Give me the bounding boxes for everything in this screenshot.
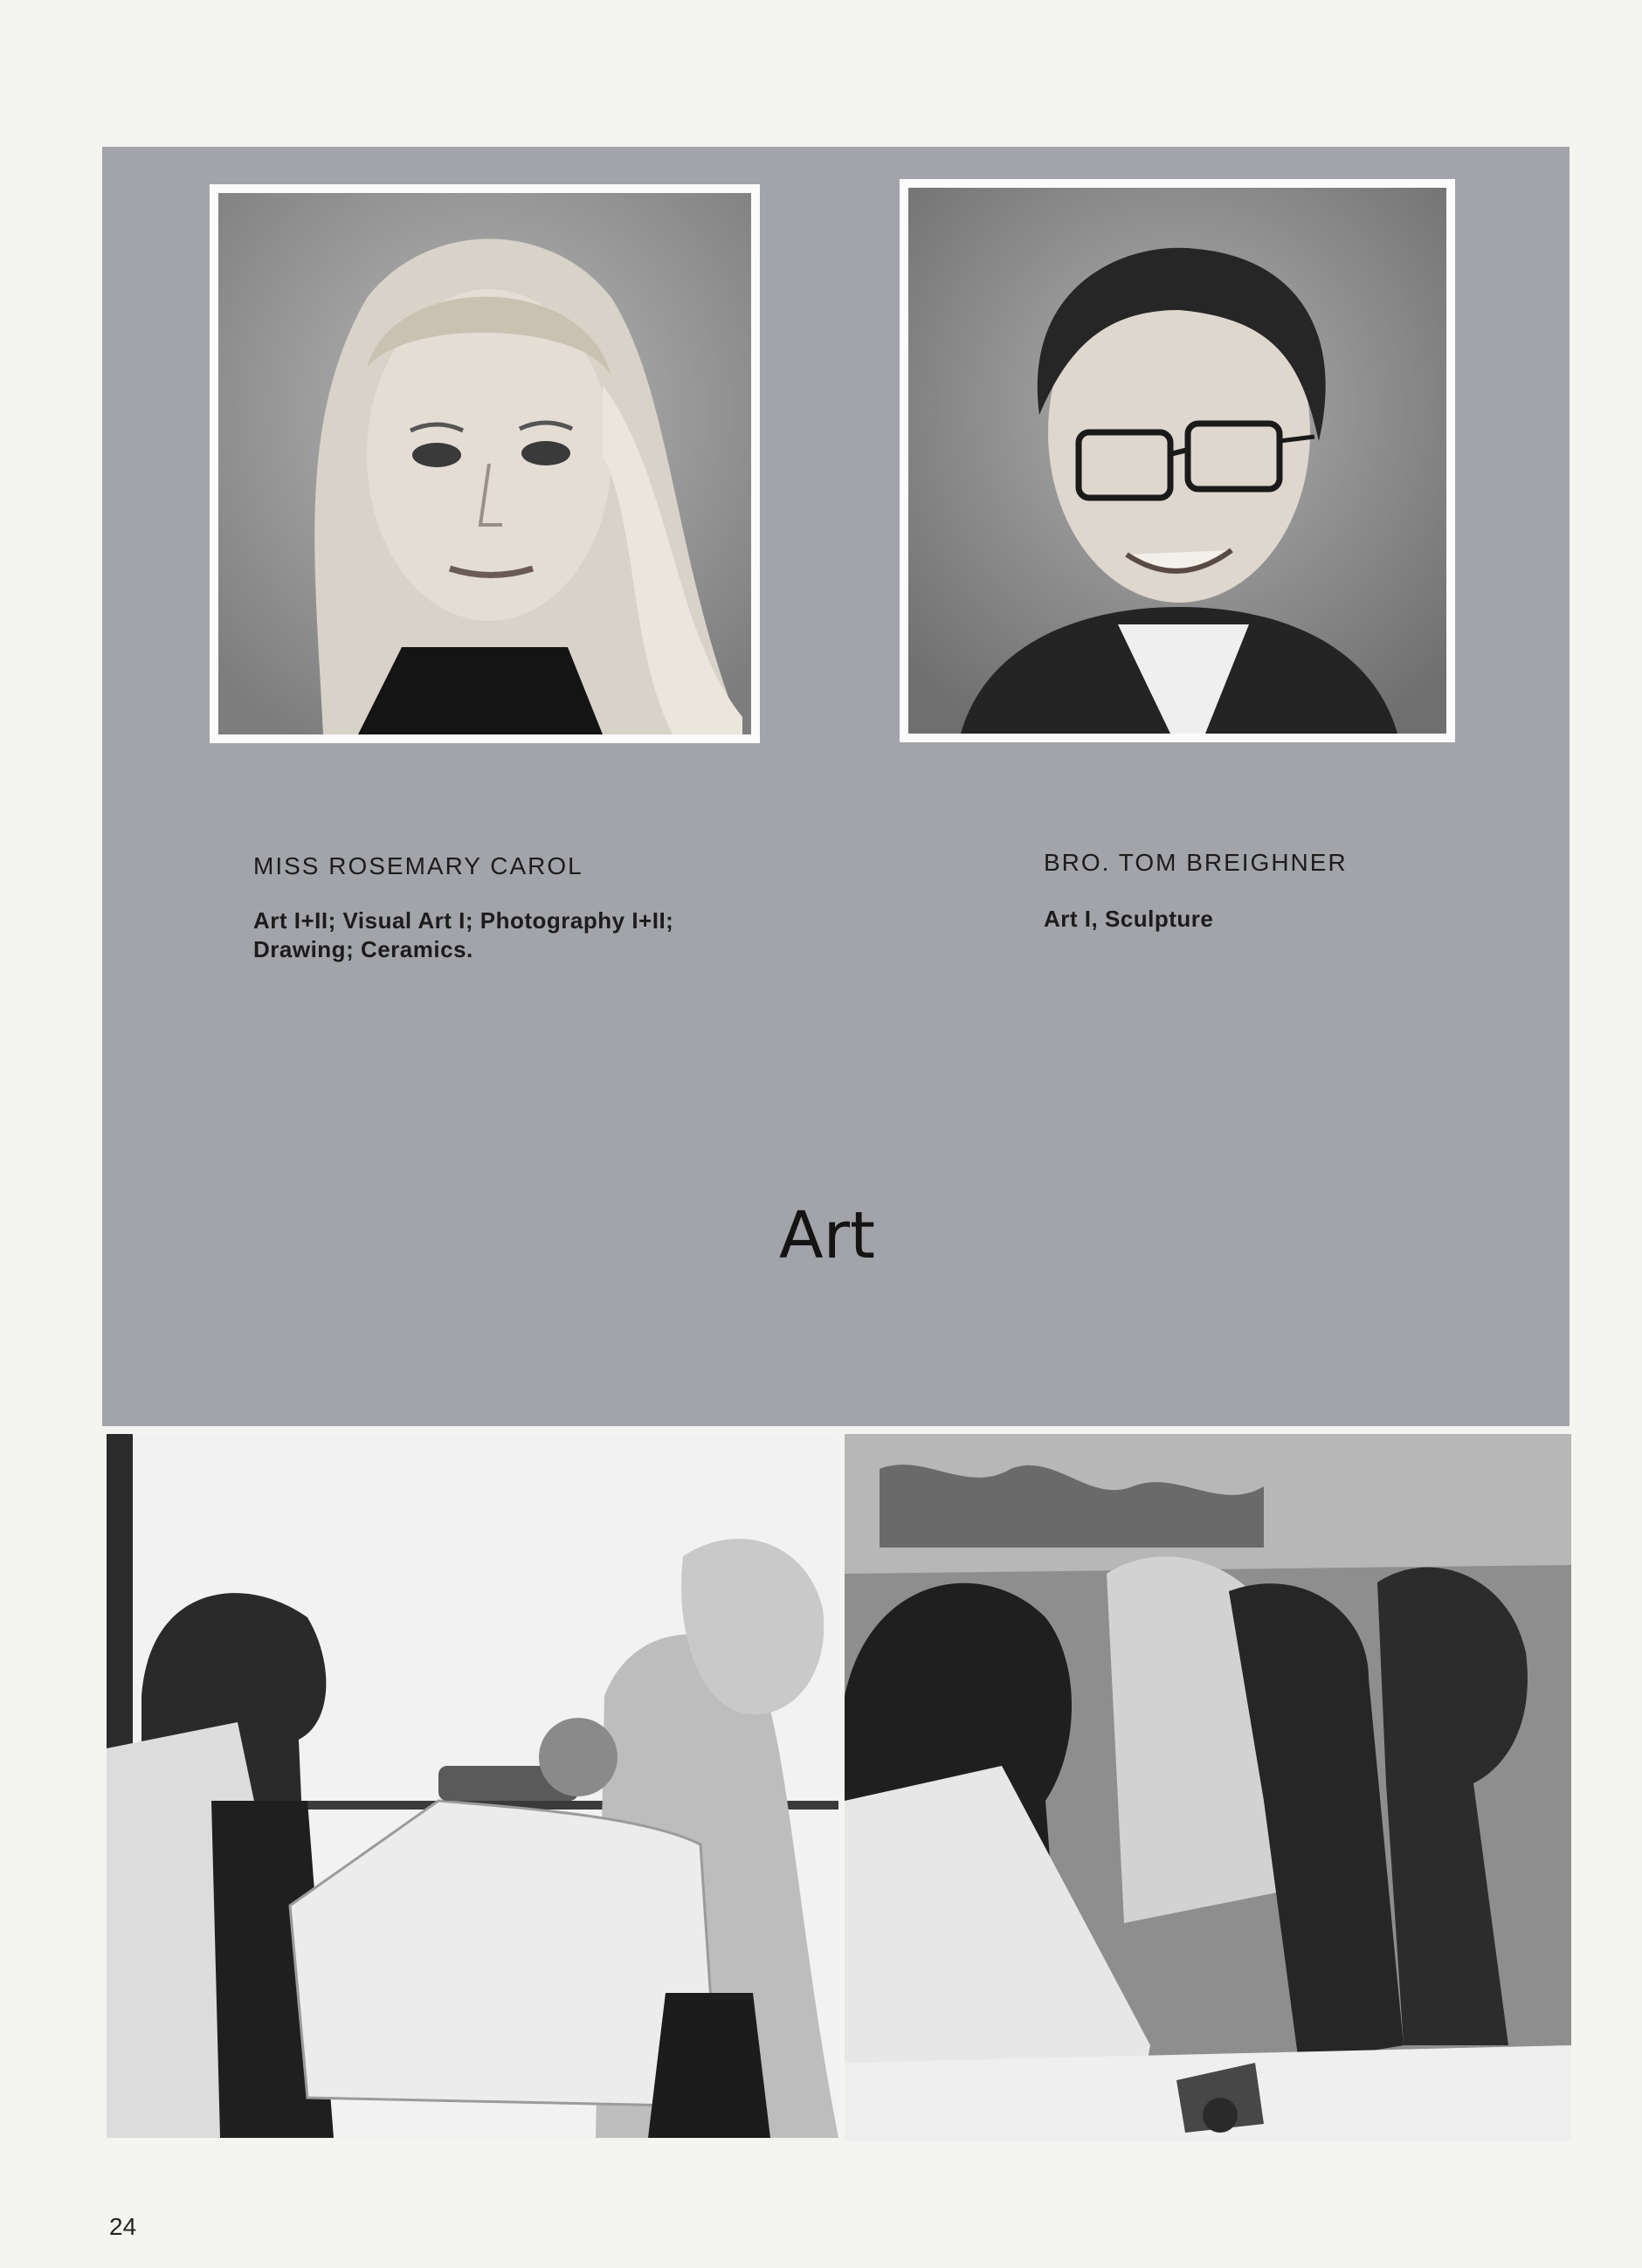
faculty-subjects-2 bbox=[1044, 905, 1213, 934]
portrait-tom-breighner bbox=[900, 179, 1455, 742]
portrait-man-image bbox=[908, 188, 1446, 734]
faculty-subjects-1-line-2: Drawing; Ceramics. bbox=[253, 936, 473, 962]
photo-students-right bbox=[845, 1434, 1571, 2141]
page-number: 24 bbox=[109, 2213, 137, 2240]
faculty-subjects-1 bbox=[253, 907, 673, 964]
portrait-woman-image bbox=[218, 193, 751, 734]
portrait-rosemary-carol bbox=[210, 184, 760, 743]
classroom-photo-left bbox=[107, 1434, 838, 2138]
classroom-photo-right bbox=[845, 1434, 1571, 2141]
photo-students-left bbox=[107, 1434, 838, 2138]
faculty-subjects-2-line-1: Art I, Sculpture bbox=[1044, 906, 1214, 932]
faculty-name-1: MISS ROSEMARY CAROL bbox=[253, 852, 583, 879]
faculty-subjects-1-line-1: Art I+II; Visual Art I; Photography I+II; bbox=[253, 907, 674, 934]
section-title: Art bbox=[779, 1198, 876, 1273]
faculty-name-2: BRO. TOM BREIGHNER bbox=[1044, 849, 1348, 876]
